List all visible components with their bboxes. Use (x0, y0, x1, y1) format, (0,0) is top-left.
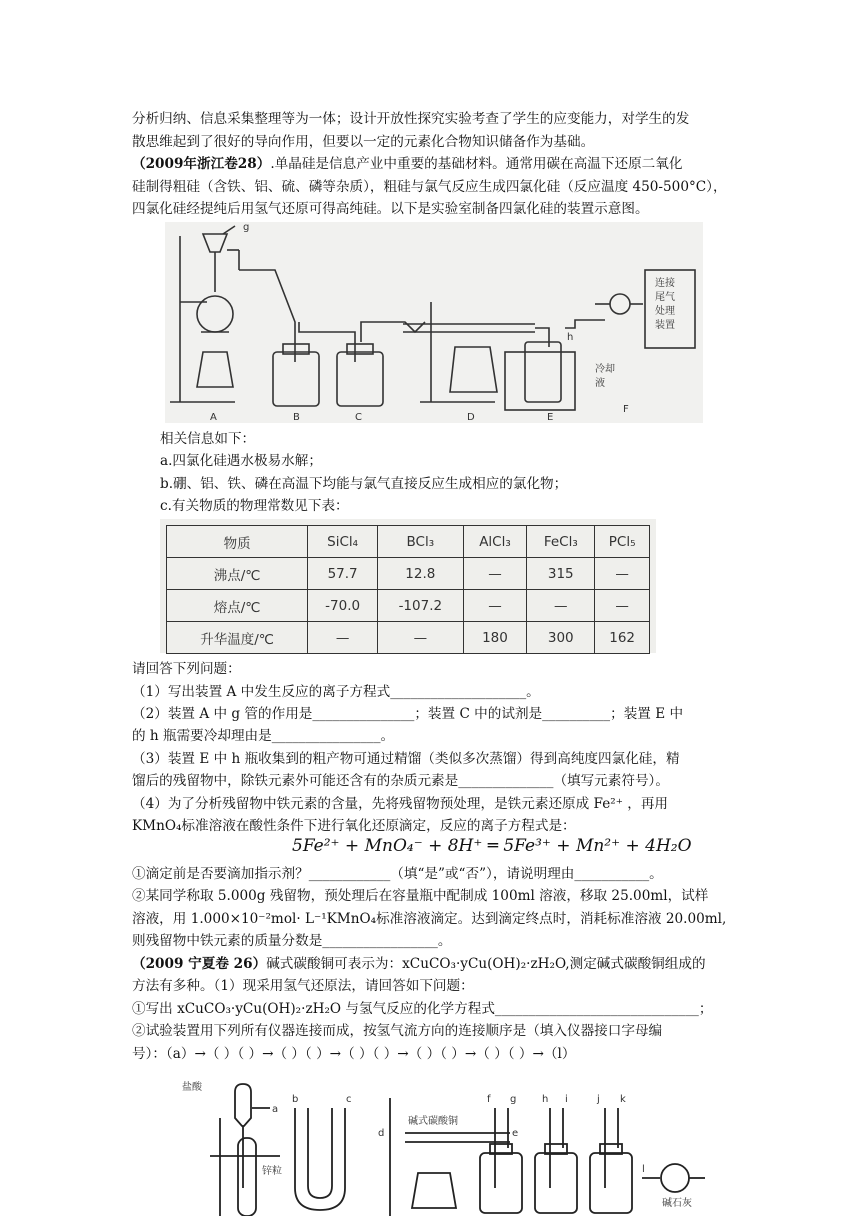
info-a: a.四氯化硅遇水极易水解； (160, 453, 322, 469)
q26-line-5: 号）：（a）→（ ）（ ）→（ ）（ ）→（ ）（ ）→（ ）（ ）→（ ）（ ）→（l） (132, 1046, 576, 1062)
redox-equation: 5Fe²⁺ + MnO₄⁻ + 8H⁺ ═ 5Fe³⁺ + Mn²⁺ + 4H₂O (292, 836, 692, 856)
table-cell: 180 (463, 622, 527, 654)
part-4a: （4）为了分析残留物中铁元素的含量，先将残留物预处理，是铁元素还原成 Fe²⁺ ，再用 (132, 796, 669, 812)
table-cell: — (463, 590, 527, 622)
fig2-basic-label: 碱式碳酸铜 (408, 1116, 458, 1127)
fig2-port-i: i (565, 1094, 568, 1105)
fig1-box-1: 连接 (655, 278, 675, 289)
fig1-label-C: C (355, 412, 362, 423)
q28-line-3: 四氯化硅经提纯后用氢气还原可得高纯硅。以下是实验室制备四氯化硅的装置示意图。 (132, 201, 649, 217)
table-cell: — (463, 558, 527, 590)
fig1-coolant-1: 冷却 (595, 364, 615, 375)
table-cell: 300 (527, 622, 595, 654)
table-cell: — (308, 622, 378, 654)
fig1-box-2: 尾气 (655, 292, 675, 303)
table-header-row (167, 526, 650, 558)
fig2-port-e: e (512, 1128, 519, 1139)
q28-source: （2009年浙江卷28） (132, 156, 271, 172)
fig1-label-E: E (547, 412, 554, 423)
q28-heading (132, 155, 682, 173)
fig2-port-j: j (597, 1094, 600, 1105)
table-cell: — (378, 622, 464, 654)
table-cell: 升华温度/℃ (167, 622, 308, 654)
q28-line-1: .单晶硅是信息产业中重要的基础材料。通常用碳在高温下还原二氧化 (270, 156, 683, 172)
table-cell: 熔点/℃ (167, 590, 308, 622)
table-cell: -107.2 (378, 590, 464, 622)
part-2b: 的 h 瓶需要冷却理由是________________。 (132, 728, 395, 744)
fig2-zinc-label: 锌粒 (262, 1166, 282, 1177)
fig1-label-D: D (467, 412, 475, 423)
fig1-label-F: F (623, 404, 629, 415)
fig2-port-d: d (378, 1128, 385, 1139)
fig1-box-4: 装置 (655, 320, 675, 331)
fig1-label-A: A (210, 412, 217, 423)
fig1-label-h: h (567, 332, 574, 343)
apparatus-drawing (165, 222, 703, 423)
fig2-port-k: k (620, 1094, 626, 1105)
fig2-port-g: g (510, 1094, 517, 1105)
fig2-port-b: b (292, 1094, 299, 1105)
fig2-port-l: l (642, 1164, 645, 1175)
table-cell: 沸点/℃ (167, 558, 308, 590)
fig2-port-c: c (346, 1094, 352, 1105)
table-row (167, 622, 650, 654)
q26-source: （2009 宁夏卷 26） (132, 956, 267, 972)
q26-line-2: 方法有多种。（1）现采用氢气还原法，请回答如下问题： (132, 978, 474, 994)
table-cell: — (595, 558, 650, 590)
table-cell: 12.8 (378, 558, 464, 590)
physical-constants-table (160, 519, 656, 653)
fig2-lime-label: 碱石灰 (662, 1198, 692, 1209)
part-4b: KMnO₄标准溶液在酸性条件下进行氧化还原滴定，反应的离子方程式是： (132, 818, 576, 834)
q26-line-3: ①写出 xCuCO₃·yCu(OH)₂·zH₂O 与氢气反应的化学方程式______________________________； (132, 1001, 713, 1017)
table-row (167, 558, 650, 590)
fig1-label-g: g (243, 222, 250, 233)
q26-line-4: ②试验装置用下列所有仪器连接而成，按氢气流方向的连接顺序是（填入仪器接口字母编 (132, 1023, 663, 1039)
q26-heading (132, 955, 706, 973)
table-cell: 57.7 (308, 558, 378, 590)
table-cell: — (595, 590, 650, 622)
part-3a: （3）装置 E 中 h 瓶收集到的粗产物可通过精馏（类似多次蒸馏）得到高纯度四氯化硅，精 (132, 751, 680, 767)
apparatus-figure-h2-reduction (180, 1078, 720, 1216)
intro-line-1: 分析归纳、信息采集整理等为一体；设计开放性探究实验考查了学生的应变能力，对学生的发 (132, 111, 690, 127)
table-cell: 315 (527, 558, 595, 590)
info-c: c.有关物质的物理常数见下表： (160, 498, 349, 514)
table-cell: -70.0 (308, 590, 378, 622)
apparatus-drawing-2 (180, 1078, 720, 1216)
table-cell: 物质 (167, 526, 308, 558)
fig1-box-3: 处理 (655, 306, 675, 317)
intro-line-2: 散思维起到了很好的导向作用，但要以一定的元素化合物知识储备作为基础。 (132, 134, 595, 150)
part-3b: 馏后的残留物中，除铁元素外可能还含有的杂质元素是______________（填写元素符号）。 (132, 773, 669, 789)
table-cell: BCl₃ (378, 526, 464, 558)
q28-line-2: 硅制得粗硅（含铁、铝、硫、磷等杂质），粗硅与氯气反应生成四氯化硅（反应温度 450-500°C）， (132, 179, 727, 195)
info-b: b.硼、铝、铁、磷在高温下均能与氯气直接反应生成相应的氯化物； (160, 476, 568, 492)
table-cell: FeCl₃ (527, 526, 595, 558)
part-1: （1）写出装置 A 中发生反应的离子方程式____________________。 (132, 684, 540, 700)
fig2-port-h: h (542, 1094, 549, 1105)
fig2-port-a: a (272, 1104, 279, 1115)
table-cell: PCl₅ (595, 526, 650, 558)
fig1-label-B: B (293, 412, 300, 423)
table-row (167, 590, 650, 622)
table-cell: AlCl₃ (463, 526, 527, 558)
fig2-port-f: f (487, 1094, 491, 1105)
info-head: 相关信息如下： (160, 431, 256, 447)
fig1-coolant-2: 液 (595, 378, 605, 389)
ask: 请回答下列问题： (132, 661, 241, 677)
fig2-hcl-label: 盐酸 (182, 1082, 202, 1093)
q26-line-1: 碱式碳酸铜可表示为：xCuCO₃·yCu(OH)₂·zH₂O,测定碱式碳酸铜组成的 (266, 956, 706, 972)
table-cell: SiCl₄ (308, 526, 378, 558)
sub-2b: 溶液，用 1.000×10⁻²mol· L⁻¹KMnO₄标准溶液滴定。达到滴定终点时，消耗标准溶液 20.00ml, (132, 911, 727, 927)
apparatus-figure-sicl4 (165, 222, 703, 423)
sub-2a: ②某同学称取 5.000g 残留物，预处理后在容量瓶中配制成 100ml 溶液，移取 25.00ml，试样 (132, 888, 709, 904)
sub-2c: 则残留物中铁元素的质量分数是_________________。 (132, 933, 452, 949)
table-cell: — (527, 590, 595, 622)
sub-1: ①滴定前是否要滴加指示剂？____________（填“是”或“否”），请说明理由___________。 (132, 866, 663, 882)
part-2a: （2）装置 A 中 g 管的作用是_______________；装置 C 中的试剂是__________；装置 E 中 (132, 706, 684, 722)
table-cell: 162 (595, 622, 650, 654)
